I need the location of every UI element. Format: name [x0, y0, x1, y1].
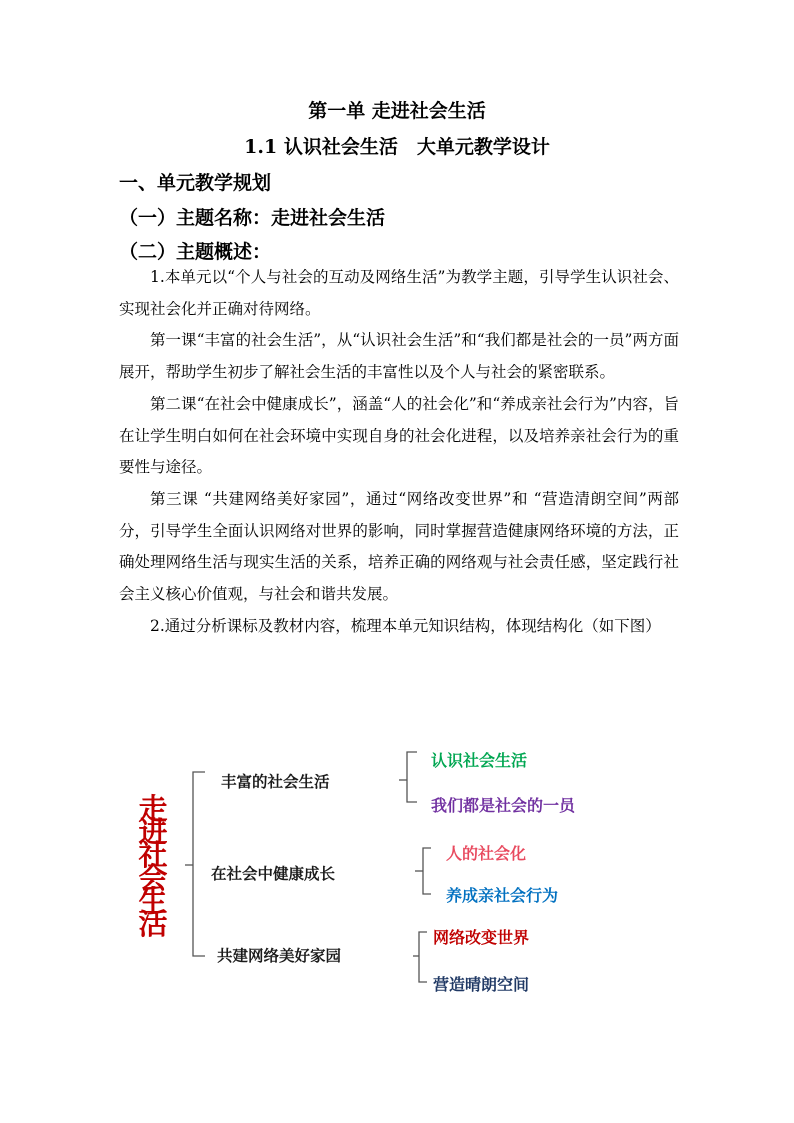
- leaf-item: 认识社会生活: [431, 751, 528, 770]
- leaf-item: 我们都是社会的一员: [431, 796, 576, 815]
- paragraph-lesson-1: 第一课“丰富的社会生活”，从“认识社会生活”和“我们都是社会的一员”两方面展开，帮助学生初步了解社会生活的丰富性以及个人与社会的紧密联系。: [119, 331, 679, 382]
- mindmap-root: 走进社会生活: [138, 792, 168, 941]
- paragraph-structure: 2.通过分析课标及教材内容，梳理本单元知识结构，体现结构化（如下图）: [150, 616, 661, 635]
- branch2-bracket: [423, 848, 431, 894]
- branch3-bracket: [419, 932, 427, 982]
- paragraph-intro: 1.本单元以“个人与社会的互动及网络生活”为教学主题，引导学生认识社会、实现社会化并正确对待网络。: [119, 268, 679, 318]
- section-heading: 一、单元教学规划: [119, 172, 272, 194]
- branch1-bracket: [407, 752, 417, 802]
- diagram-brackets: [119, 740, 679, 1010]
- theme-overview-heading: （二）主题概述：: [119, 241, 272, 263]
- paragraph-lesson-2: 第二课“在社会中健康成长”，涵盖“人的社会化”和“养成亲社会行为”内容，旨在让学生明白如何在社会环境中实现自身的社会化进程，以及培养亲社会行为的重要性与途径。: [119, 394, 679, 477]
- lesson-title: 1.1 认识社会生活 大单元教学设计: [244, 136, 550, 158]
- knowledge-structure-diagram: [119, 740, 679, 1010]
- theme-name-heading: （一）主题名称：走进社会生活: [119, 207, 386, 229]
- unit-title: 第一单 走进社会生活: [308, 100, 486, 122]
- overview-body: [119, 262, 679, 642]
- branch-label: 共建网络美好家园: [217, 947, 342, 965]
- leaf-item: 人的社会化: [446, 844, 527, 863]
- branch-label: 在社会中健康成长: [211, 865, 336, 883]
- leaf-item: 营造晴朗空间: [433, 975, 530, 994]
- paragraph-lesson-3: 第三课 “共建网络美好家园”，通过“网络改变世界”和 “营造清朗空间”两部分，引导学生全面认识网络对世界的影响，同时掌握营造健康网络环境的方法，正确处理网络生活与现实生活的关系，培养正确的网络观与社会责任感，坚定践行社会主义核心价值观，与社会和谐共发展。: [119, 489, 679, 604]
- root-bracket: [193, 772, 205, 956]
- leaf-item: 网络改变世界: [433, 928, 530, 947]
- branch-label: 丰富的社会生活: [221, 773, 330, 791]
- leaf-item: 养成亲社会行为: [446, 886, 559, 905]
